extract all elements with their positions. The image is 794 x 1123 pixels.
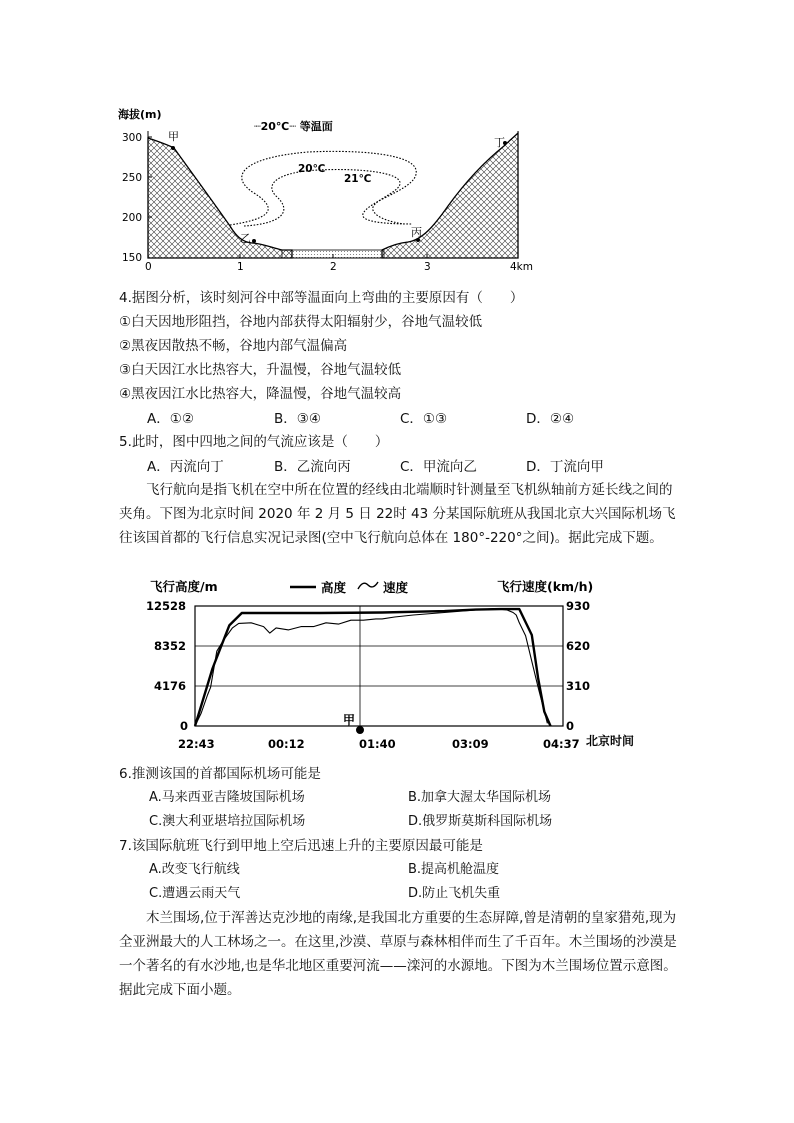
valley-terrain	[148, 138, 292, 258]
point-jia-dot	[171, 146, 175, 150]
q6-stem: 6.推测该国的首都国际机场可能是	[119, 766, 321, 782]
left-axis-title: 飞行高度/m	[150, 579, 218, 594]
q4-option-a[interactable]: A．①②	[147, 411, 194, 427]
q4-option-c[interactable]: C．①③	[400, 411, 448, 427]
q5-option-a[interactable]: A．丙流向丁	[147, 459, 224, 475]
q5-option-b[interactable]: B．乙流向丙	[274, 459, 351, 475]
legend-speed-label: 速度	[383, 580, 409, 595]
x-axis-label: 北京时间	[586, 734, 635, 748]
left-tick-8352: 8352	[154, 639, 187, 653]
x-tick-0437: 04:37	[543, 737, 580, 751]
q7-stem: 7.该国际航班飞行到甲地上空后迅速上升的主要原因最可能是	[119, 838, 483, 854]
isotherm-label-20: 20℃	[298, 163, 326, 175]
q6-option-b[interactable]: B.加拿大渥太华国际机场	[408, 790, 552, 805]
right-tick-930: 930	[566, 599, 591, 613]
valley-isotherm-figure	[112, 100, 552, 275]
legend-altitude-label: 高度	[321, 580, 347, 595]
valley-terrain-right	[382, 133, 518, 258]
river-surface	[282, 250, 384, 258]
x-tick-2243: 22:43	[178, 737, 215, 751]
isotherm-label-21: 21℃	[344, 173, 372, 185]
q4-item-2: ②黑夜因散热不畅，谷地内部气温偏高	[119, 338, 348, 354]
x-tick-0: 0	[145, 261, 152, 273]
legend-speed-swatch	[358, 582, 378, 589]
q7-option-c[interactable]: C.遭遇云雨天气	[149, 886, 241, 901]
x-tick-0012: 00:12	[268, 737, 305, 751]
x-tick-3: 3	[424, 261, 431, 273]
x-tick-1: 1	[237, 261, 244, 273]
isotherm-legend: ┈20℃┈ 等温面	[254, 120, 333, 133]
q7-option-b[interactable]: B.提高机舱温度	[408, 862, 500, 877]
x-tick-0140: 01:40	[359, 737, 396, 751]
x-tick-4km: 4km	[510, 261, 533, 273]
q5-stem: 5.此时，图中四地之间的气流应该是（ ）	[119, 434, 389, 450]
marker-jia-label: 甲	[343, 713, 356, 727]
point-ding-label: 丁	[494, 136, 505, 149]
q4-item-1: ①白天因地形阻挡，谷地内部获得太阳辐射少，谷地气温较低	[119, 314, 483, 330]
y-tick-300: 300	[122, 132, 143, 144]
marker-jia-dot	[356, 726, 364, 734]
x-tick-0309: 03:09	[452, 737, 489, 751]
q6-option-c[interactable]: C.澳大利亚堪培拉国际机场	[149, 814, 306, 829]
altitude-series-line	[195, 609, 551, 726]
right-tick-310: 310	[566, 679, 591, 693]
point-yi-label: 乙	[240, 232, 251, 245]
chart-plot-frame	[195, 606, 563, 726]
q4-option-d[interactable]: D．②④	[526, 411, 575, 427]
flight-record-chart	[140, 576, 660, 752]
x-tick-2: 2	[330, 261, 337, 273]
q6-option-a[interactable]: A.马来西亚吉隆坡国际机场	[149, 790, 305, 805]
q6-option-d[interactable]: D.俄罗斯莫斯科国际机场	[408, 814, 553, 829]
q7-option-d[interactable]: D.防止飞机失重	[408, 886, 501, 901]
speed-series-line	[195, 609, 547, 726]
q5-option-c[interactable]: C．甲流向乙	[400, 459, 477, 475]
isotherm-21	[244, 170, 404, 226]
y-tick-150: 150	[122, 252, 143, 264]
left-tick-0: 0	[180, 719, 189, 733]
left-tick-12528: 12528	[146, 599, 187, 613]
point-yi-dot	[252, 239, 256, 243]
left-tick-4176: 4176	[154, 679, 187, 693]
point-jia-label: 甲	[168, 130, 179, 143]
right-tick-0: 0	[566, 719, 575, 733]
right-tick-620: 620	[566, 639, 591, 653]
passage-mulan-weichang: 木兰围场,位于浑善达克沙地的南缘,是我国北方重要的生态屏障,曾是清朝的皇家猎苑,现为全亚洲最大的人工林场之一。在这里,沙漠、草原与森林相伴而生了千百年。木兰围场的沙漠是一个著名的有水沙地,也是华北地区重要河流——滦河的水源地。下图为木兰围场位置示意图。据此完成下面小题。	[119, 910, 677, 998]
q5-option-d[interactable]: D．丁流向甲	[526, 459, 604, 475]
y-axis-title: 海拔(m)	[118, 108, 162, 121]
passage-flight-heading: 飞行航向是指飞机在空中所在位置的经线由北端顺时针测量至飞机纵轴前方延长线之间的夹角。下图为北京时间 2020 年 2 月 5 日 22时 43 分某国际航班从我国北京大兴国际机场飞往该国首都的飞行信息实况记录图(空中飞行航向总体在 180°-220°之间)。据此完成下题。	[119, 482, 676, 546]
point-bing-label: 丙	[411, 226, 422, 239]
q4-item-4: ④黑夜因江水比热容大，降温慢，谷地气温较高	[119, 386, 402, 402]
y-tick-200: 200	[122, 212, 143, 224]
y-tick-250: 250	[122, 172, 143, 184]
right-axis-title: 飞行速度(km/h)	[497, 579, 594, 594]
q4-stem: 4.据图分析，该时刻河谷中部等温面向上弯曲的主要原因有（ ）	[119, 290, 524, 306]
q4-item-3: ③白天因江水比热容大，升温慢，谷地气温较低	[119, 362, 402, 378]
q4-option-b[interactable]: B．③④	[274, 411, 321, 427]
q7-option-a[interactable]: A.改变飞行航线	[149, 862, 240, 877]
